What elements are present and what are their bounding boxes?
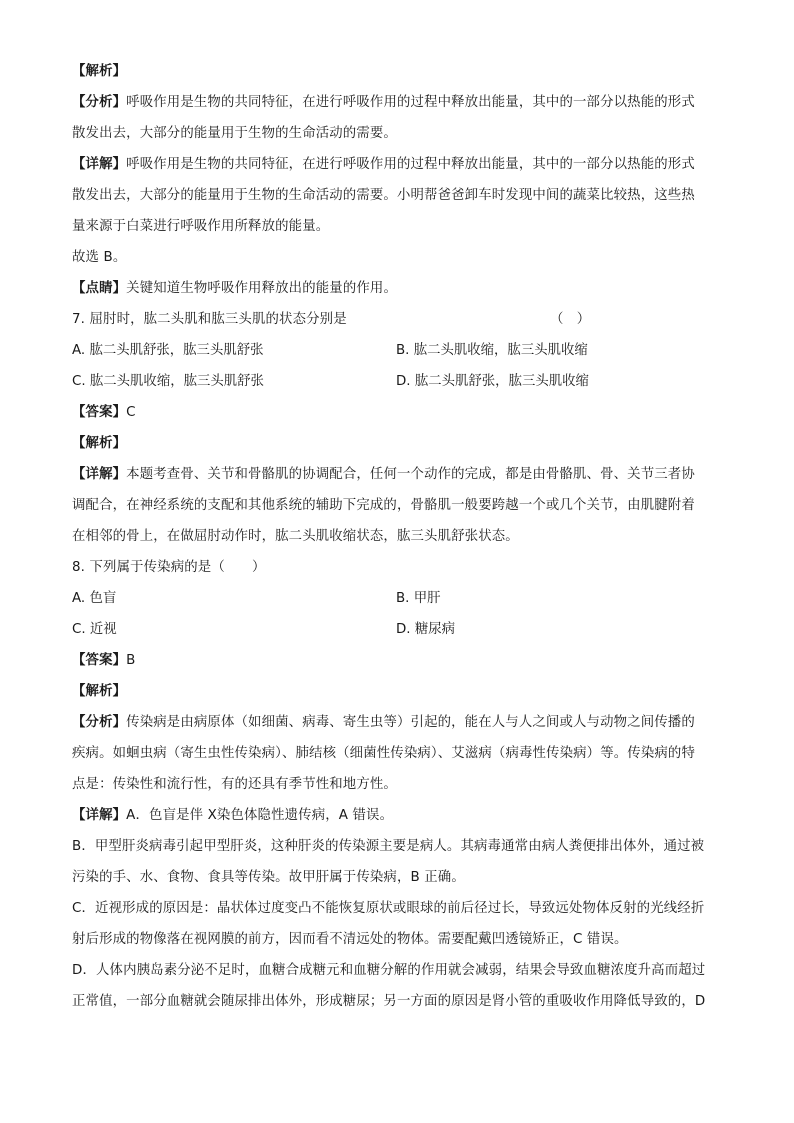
fenxi-tag: 【分析】 xyxy=(72,715,127,730)
question-7-stem: 7. 屈肘时，肱二头肌和肱三头肌的状态分别是 xyxy=(72,312,347,327)
detail-paragraph xyxy=(72,465,695,485)
option-c: C. 肱二头肌收缩，肱三头肌舒张 xyxy=(72,374,264,389)
answer-value: C xyxy=(126,405,136,420)
paragraph-line: 疾病。如蛔虫病（寄生虫性传染病）、肺结核（细菌性传染病）、艾滋病（病毒性传染病）等。传染病的特 xyxy=(72,746,696,761)
question-8-stem: 8. 下列属于传染病的是（ ） xyxy=(72,560,266,575)
analysis-paragraph xyxy=(72,93,695,113)
paragraph-text: 呼吸作用是生物的共同特征，在进行呼吸作用的过程中释放出能量，其中的一部分以热能的形式 xyxy=(126,95,695,110)
answer-tag: 【答案】 xyxy=(72,653,127,668)
paragraph-line: B．甲型肝炎病毒引起甲型肝炎，这种肝炎的传染源主要是病人。其病毒通常由病人粪便排出体外，通过被 xyxy=(72,839,705,854)
paragraph-line: 污染的手、水、食物、食具等传染。故甲肝属于传染病，B 正确。 xyxy=(72,870,465,885)
answer-line xyxy=(72,651,136,671)
option-d: D. 肱二头肌舒张，肱三头肌收缩 xyxy=(396,374,589,389)
xiangjie-tag: 【详解】 xyxy=(72,467,127,482)
xiangjie-tag: 【详解】 xyxy=(72,808,127,823)
option-d: D. 糖尿病 xyxy=(396,622,455,637)
paragraph-text: 传染病是由病原体（如细菌、病毒、寄生虫等）引起的，能在人与人之间或人与动物之间传播的 xyxy=(126,715,695,730)
answer-tag: 【答案】 xyxy=(72,405,127,420)
paragraph-line: 正常值，一部分血糖就会随尿排出体外，形成糖尿；另一方面的原因是肾小管的重吸收作用降低导致的，D xyxy=(72,994,706,1009)
answer-value: B xyxy=(126,653,136,668)
option-b: B. 肱二头肌收缩，肱三头肌收缩 xyxy=(396,343,588,358)
paragraph-text: 本题考查骨、关节和骨骼肌的协调配合，任何一个动作的完成，都是由骨骼肌、骨、关节三者协 xyxy=(126,467,695,482)
paragraph-line: 调配合，在神经系统的支配和其他系统的辅助下完成的，骨骼肌一般要跨越一个或几个关节，由肌腱附着 xyxy=(72,498,695,513)
answer-line xyxy=(72,403,136,423)
analysis-heading: 【解析】 xyxy=(72,684,127,699)
paragraph-line: C．近视形成的原因是：晶状体过度变凸不能恢复原状或眼球的前后径过长，导致远处物体反射的光线经折 xyxy=(72,901,705,916)
fenxi-tag: 【分析】 xyxy=(72,95,127,110)
paragraph-text: 呼吸作用是生物的共同特征，在进行呼吸作用的过程中释放出能量，其中的一部分以热能的形式 xyxy=(126,157,695,172)
paragraph-line: 点是：传染性和流行性，有的还具有季节性和地方性。 xyxy=(72,777,397,792)
option-a: A. 色盲 xyxy=(72,591,117,606)
paragraph-line: 散发出去，大部分的能量用于生物的生命活动的需要。 xyxy=(72,126,397,141)
paragraph-text: 关键知道生物呼吸作用释放出的能量的作用。 xyxy=(126,281,397,296)
analysis-heading: 【解析】 xyxy=(72,64,127,79)
paragraph-line: 散发出去，大部分的能量用于生物的生命活动的需要。小明帮爸爸卸车时发现中间的蔬菜比较热，这些热 xyxy=(72,188,695,203)
xiangjie-tag: 【详解】 xyxy=(72,157,127,172)
paragraph-line: 在相邻的骨上，在做屈肘动作时，肱二头肌收缩状态，肱三头肌舒张状态。 xyxy=(72,529,519,544)
key-point-paragraph xyxy=(72,279,397,299)
option-b: B. 甲肝 xyxy=(396,591,441,606)
analysis-heading: 【解析】 xyxy=(72,436,127,451)
detail-paragraph xyxy=(72,806,393,826)
paragraph-line: 射后形成的物像落在视网膜的前方，因而看不清远处的物体。需要配戴凹透镜矫正，C 错误。 xyxy=(72,932,628,947)
detail-paragraph xyxy=(72,155,695,175)
analysis-paragraph xyxy=(72,713,695,733)
paragraph-text: A．色盲是伴 X染色体隐性遗传病，A 错误。 xyxy=(126,808,394,823)
paragraph-line: D．人体内胰岛素分泌不足时，血糖合成糖元和血糖分解的作用就会减弱，结果会导致血糖浓度升高而超过 xyxy=(72,963,706,978)
dianjing-tag: 【点睛】 xyxy=(72,281,127,296)
conclusion-line: 故选 B。 xyxy=(72,250,127,265)
option-a: A. 肱二头肌舒张，肱三头肌舒张 xyxy=(72,343,264,358)
paragraph-line: 量来源于白菜进行呼吸作用所释放的能量。 xyxy=(72,219,330,234)
option-c: C. 近视 xyxy=(72,622,117,637)
answer-blank: （ ） xyxy=(550,312,591,327)
